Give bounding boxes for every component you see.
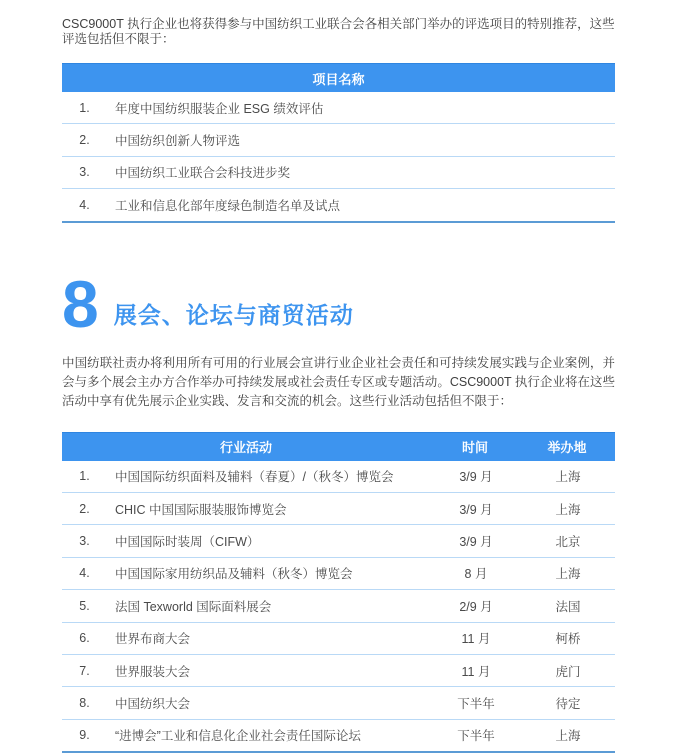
activity-time: 11 月 xyxy=(461,632,491,647)
events-table xyxy=(62,432,615,753)
project-name: 工业和信息化部年度绿色制造名单及试点 xyxy=(115,198,341,213)
activity-location: 柯桥 xyxy=(555,632,581,647)
events-header-time: 时间 xyxy=(461,440,488,456)
events-table-header xyxy=(62,432,615,461)
activity-name: 世界服装大会 xyxy=(115,664,191,679)
activity-time: 2/9 月 xyxy=(459,599,493,614)
table-row xyxy=(62,189,615,222)
activity-time: 下半年 xyxy=(457,696,495,711)
row-number: 2. xyxy=(79,501,90,516)
activity-location: 北京 xyxy=(555,535,581,550)
table-row xyxy=(62,558,615,590)
table-row xyxy=(62,525,615,557)
activity-name: “进博会”工业和信息化企业社会责任国际论坛 xyxy=(115,729,361,744)
table-row xyxy=(62,687,615,719)
awards-header-project-name: 项目名称 xyxy=(312,71,365,87)
project-name: 中国纺织创新人物评选 xyxy=(115,134,241,149)
section-paragraph: 中国纺联社责办将利用所有可用的行业展会宣讲行业企业社会责任和可持续发展实践与企业案例，并会与多个展会主办方合作举办可持续发展或社会责任专区或专题活动。CSC9000T 执行企业将在这些活动中享有优先展示企业实践、发言和交流的机会。这些行业活动包括但不限于： xyxy=(62,355,615,408)
row-number: 5. xyxy=(79,598,90,613)
activity-location: 法国 xyxy=(555,599,581,614)
activity-name: 中国国际纺织面料及辅料（春夏）/（秋冬）博览会 xyxy=(115,470,394,485)
section-number: 8 xyxy=(62,266,99,341)
document-page xyxy=(62,0,615,753)
events-table-body xyxy=(62,461,615,753)
row-number: 2. xyxy=(79,133,90,148)
table-row xyxy=(62,493,615,525)
section-heading xyxy=(62,266,615,341)
activity-time: 11 月 xyxy=(461,664,491,679)
activity-time: 8 月 xyxy=(464,567,488,582)
row-number: 4. xyxy=(79,566,90,581)
activity-location: 上海 xyxy=(555,470,581,485)
activity-name: CHIC 中国国际服装服饰博览会 xyxy=(115,502,287,517)
row-number: 3. xyxy=(79,534,90,549)
activity-time: 下半年 xyxy=(457,729,495,744)
table-row xyxy=(62,590,615,622)
table-row xyxy=(62,157,615,189)
activity-location: 待定 xyxy=(555,696,581,711)
activity-name: 法国 Texworld 国际面料展会 xyxy=(115,599,272,614)
row-number: 6. xyxy=(79,631,90,646)
activity-name: 中国国际时装周（CIFW） xyxy=(115,535,260,550)
awards-table-header xyxy=(62,63,615,92)
row-number: 1. xyxy=(79,100,90,115)
intro-paragraph: CSC9000T 执行企业也将获得参与中国纺织工业联合会各相关部门举办的评选项目的特别推荐，这些评选包括但不限于： xyxy=(62,17,615,46)
table-row xyxy=(62,655,615,687)
table-row xyxy=(62,720,615,753)
activity-name: 中国纺织大会 xyxy=(115,696,191,711)
activity-name: 世界布商大会 xyxy=(115,632,191,647)
table-row xyxy=(62,92,615,124)
table-row xyxy=(62,124,615,156)
events-header-activity: 行业活动 xyxy=(219,440,272,456)
table-row xyxy=(62,461,615,493)
row-number: 1. xyxy=(79,469,90,484)
awards-table xyxy=(62,63,615,223)
activity-location: 上海 xyxy=(555,567,581,582)
activity-time: 3/9 月 xyxy=(459,535,493,550)
project-name: 中国纺织工业联合会科技进步奖 xyxy=(115,166,291,181)
events-header-location: 举办地 xyxy=(547,440,587,456)
table-row xyxy=(62,623,615,655)
activity-time: 3/9 月 xyxy=(459,502,493,517)
activity-name: 中国国际家用纺织品及辅料（秋冬）博览会 xyxy=(115,567,353,582)
row-number: 9. xyxy=(79,728,90,743)
activity-location: 上海 xyxy=(555,502,581,517)
activity-location: 上海 xyxy=(555,729,581,744)
row-number: 8. xyxy=(79,695,90,710)
row-number: 7. xyxy=(79,663,90,678)
awards-table-body xyxy=(62,92,615,223)
row-number: 4. xyxy=(79,197,90,212)
activity-location: 虎门 xyxy=(555,664,581,679)
activity-time: 3/9 月 xyxy=(459,470,493,485)
row-number: 3. xyxy=(79,165,90,180)
project-name: 年度中国纺织服装企业 ESG 绩效评估 xyxy=(115,101,324,116)
section-title: 展会、论坛与商贸活动 xyxy=(113,301,354,328)
